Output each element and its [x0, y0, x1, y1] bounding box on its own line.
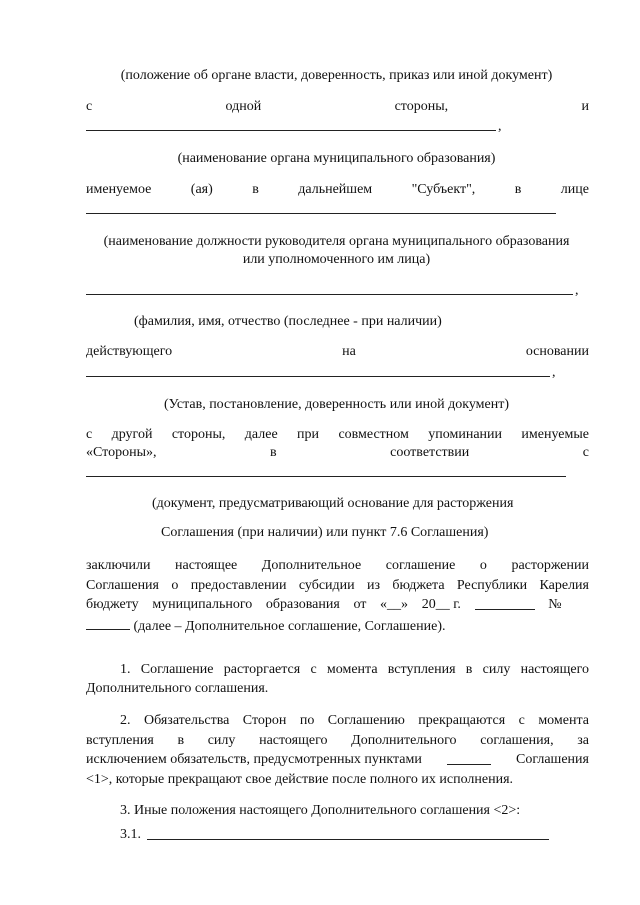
body-line-2: Соглашения о предоставлении субсидии из бюджета Республики Карелия: [86, 578, 589, 593]
blank-charter-document: [86, 376, 550, 377]
line-first-party: с одной стороны, и: [86, 99, 589, 114]
blank-clause-3-1: [147, 839, 549, 840]
comma: ,: [552, 365, 556, 380]
line-acting-basis: действующего на основании: [86, 344, 589, 359]
date-day-field: 20__ г.: [421, 597, 461, 612]
clause-2-line-2: вступления в силу настоящего Дополнительного соглашения, за: [86, 733, 589, 748]
body-line-3: бюджету муниципального образования от «__» 20__ г. №: [86, 597, 562, 612]
clause-3: 3. Иные положения настоящего Дополнительного соглашения <2>:: [120, 803, 521, 818]
comma: ,: [575, 283, 579, 298]
blank-termination-basis: [86, 476, 566, 477]
clause-1-line-1: 1. Соглашение расторгается с момента вступления в силу настоящего: [120, 662, 589, 677]
caption-head-position-2: или уполномоченного им лица): [242, 252, 431, 267]
blank-full-name: [86, 294, 573, 295]
line-named-subject: именуемое (ая) в дальнейшем "Субъект", в лице: [86, 182, 589, 197]
caption-agreement-clause: Соглашения (при наличии) или пункт 7.6 Соглашения): [161, 525, 489, 540]
clause-2-line-3: исключением обязательств, предусмотренных пунктами Соглашения: [86, 752, 589, 767]
line-second-party-1: с другой стороны, далее при совместном упоминании именуемые: [86, 427, 589, 442]
caption-charter-document: (Устав, постановление, доверенность или иной документ): [163, 397, 510, 412]
body-line-4: (далее – Дополнительное соглашение, Соглашение).: [86, 616, 446, 636]
clauses-points-blank: [447, 751, 491, 765]
caption-full-name: (фамилия, имя, отчество (последнее - при наличии): [134, 314, 442, 329]
clause-2-line-4: <1>, которые прекращают свое действие после полного их исполнения.: [86, 772, 514, 787]
clause-1-line-2: Дополнительного соглашения.: [86, 681, 269, 696]
date-month-blank: [475, 596, 535, 610]
caption-municipal-body: (наименование органа муниципального образования): [177, 151, 496, 166]
blank-municipal-body: [86, 130, 496, 131]
clause-2-line-1: 2. Обязательства Сторон по Соглашению прекращаются с момента: [120, 713, 589, 728]
caption-termination-basis: (документ, предусматривающий основание для расторжения: [152, 496, 514, 511]
line-second-party-2: «Стороны», в соответствии с: [86, 445, 589, 460]
caption-head-position-1: (наименование должности руководителя органа муниципального образования: [103, 234, 570, 249]
blank-head-position: [86, 213, 556, 214]
body-line-1: заключили настоящее Дополнительное соглашение о расторжении: [86, 558, 589, 573]
clause-3-1-label: 3.1.: [120, 827, 141, 842]
caption-authority-basis: (положение об органе власти, доверенность, приказ или иной документ): [120, 68, 553, 83]
agreement-number-blank: [86, 616, 130, 630]
comma: ,: [498, 119, 502, 134]
